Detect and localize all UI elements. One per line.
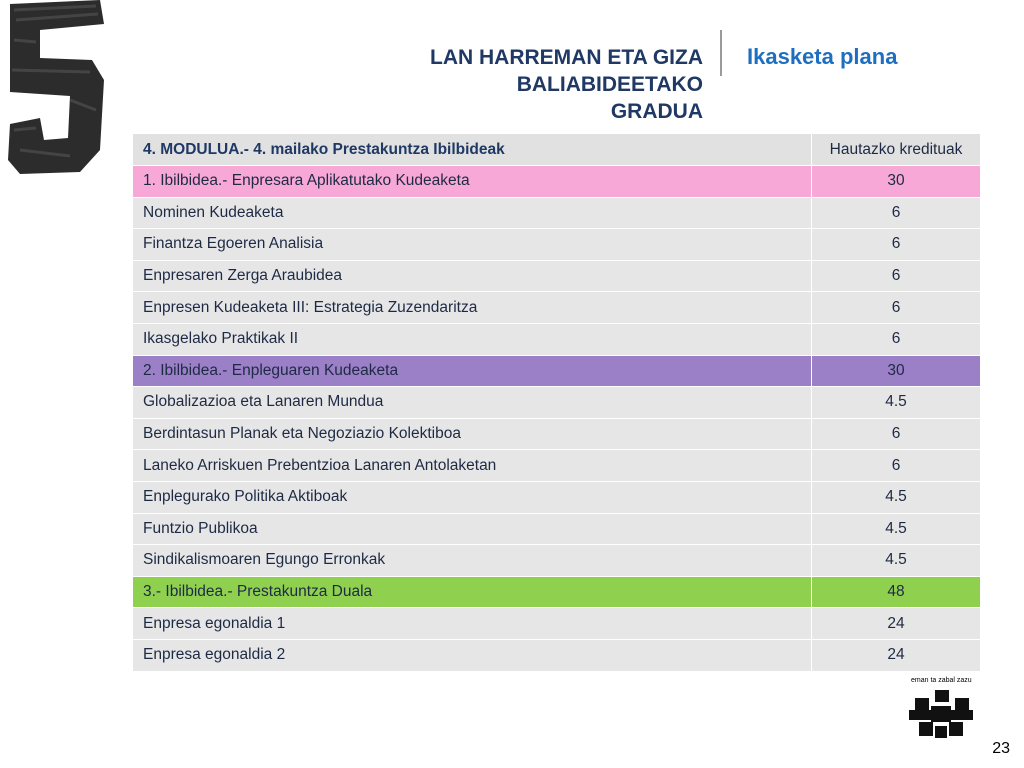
course-name: Globalizazioa eta Lanaren Mundua bbox=[133, 387, 812, 419]
course-name: Enpresaren Zerga Araubidea bbox=[133, 260, 812, 292]
title-line-3: GRADUA bbox=[610, 100, 703, 123]
table-header-row bbox=[133, 134, 980, 166]
course-name: Berdintasun Planak eta Negoziazio Kolektiboa bbox=[133, 418, 812, 450]
course-credits: 4.5 bbox=[812, 387, 981, 419]
course-name: Enpresa egonaldia 2 bbox=[133, 639, 812, 671]
upv-ehu-logo-icon bbox=[905, 680, 979, 740]
course-row bbox=[133, 639, 980, 671]
course-row bbox=[133, 387, 980, 419]
course-row bbox=[133, 418, 980, 450]
title-line-2: BALIABIDEETAKO bbox=[516, 73, 703, 96]
header-credits: Hautazko kredituak bbox=[812, 134, 981, 166]
course-row bbox=[133, 197, 980, 229]
course-name: Funtzio Publikoa bbox=[133, 513, 812, 545]
track-row bbox=[133, 355, 980, 387]
course-row bbox=[133, 481, 980, 513]
course-credits: 30 bbox=[812, 166, 981, 198]
page-title bbox=[373, 44, 703, 125]
course-credits: 6 bbox=[812, 292, 981, 324]
course-credits: 6 bbox=[812, 197, 981, 229]
logo-caption: eman ta zabal zazu bbox=[911, 677, 972, 684]
page-number: 23 bbox=[992, 740, 1010, 757]
course-name: Finantza Egoeren Analisia bbox=[133, 229, 812, 261]
course-name: 2. Ibilbidea.- Enpleguaren Kudeaketa bbox=[133, 355, 812, 387]
title-line-1: LAN HARREMAN ETA GIZA bbox=[430, 46, 703, 69]
course-credits: 48 bbox=[812, 576, 981, 608]
course-row bbox=[133, 450, 980, 482]
course-credits: 24 bbox=[812, 639, 981, 671]
course-credits: 6 bbox=[812, 229, 981, 261]
course-row bbox=[133, 513, 980, 545]
course-name: 1. Ibilbidea.- Enpresara Aplikatutako Kudeaketa bbox=[133, 166, 812, 198]
course-row bbox=[133, 260, 980, 292]
course-credits: 4.5 bbox=[812, 545, 981, 577]
decorative-number-graphic bbox=[0, 0, 110, 180]
course-credits: 6 bbox=[812, 418, 981, 450]
course-row bbox=[133, 608, 980, 640]
course-row bbox=[133, 292, 980, 324]
course-credits: 4.5 bbox=[812, 481, 981, 513]
header-module-name: 4. MODULUA.- 4. mailako Prestakuntza Ibilbideak bbox=[133, 134, 812, 166]
study-plan-table bbox=[133, 134, 980, 672]
course-row bbox=[133, 323, 980, 355]
course-name: Nominen Kudeaketa bbox=[133, 197, 812, 229]
course-name: Enplegurako Politika Aktiboak bbox=[133, 481, 812, 513]
track-row bbox=[133, 166, 980, 198]
header-divider bbox=[720, 30, 722, 76]
course-row bbox=[133, 229, 980, 261]
course-name: Sindikalismoaren Egungo Erronkak bbox=[133, 545, 812, 577]
course-credits: 4.5 bbox=[812, 513, 981, 545]
course-credits: 6 bbox=[812, 323, 981, 355]
track-row bbox=[133, 576, 980, 608]
course-name: Enpresen Kudeaketa III: Estrategia Zuzendaritza bbox=[133, 292, 812, 324]
course-name: Ikasgelako Praktikak II bbox=[133, 323, 812, 355]
course-credits: 6 bbox=[812, 450, 981, 482]
course-name: 3.- Ibilbidea.- Prestakuntza Duala bbox=[133, 576, 812, 608]
page-subtitle: Ikasketa plana bbox=[747, 44, 898, 69]
course-name: Enpresa egonaldia 1 bbox=[133, 608, 812, 640]
course-credits: 6 bbox=[812, 260, 981, 292]
course-name: Laneko Arriskuen Prebentzioa Lanaren Antolaketan bbox=[133, 450, 812, 482]
course-credits: 24 bbox=[812, 608, 981, 640]
course-credits: 30 bbox=[812, 355, 981, 387]
course-row bbox=[133, 545, 980, 577]
